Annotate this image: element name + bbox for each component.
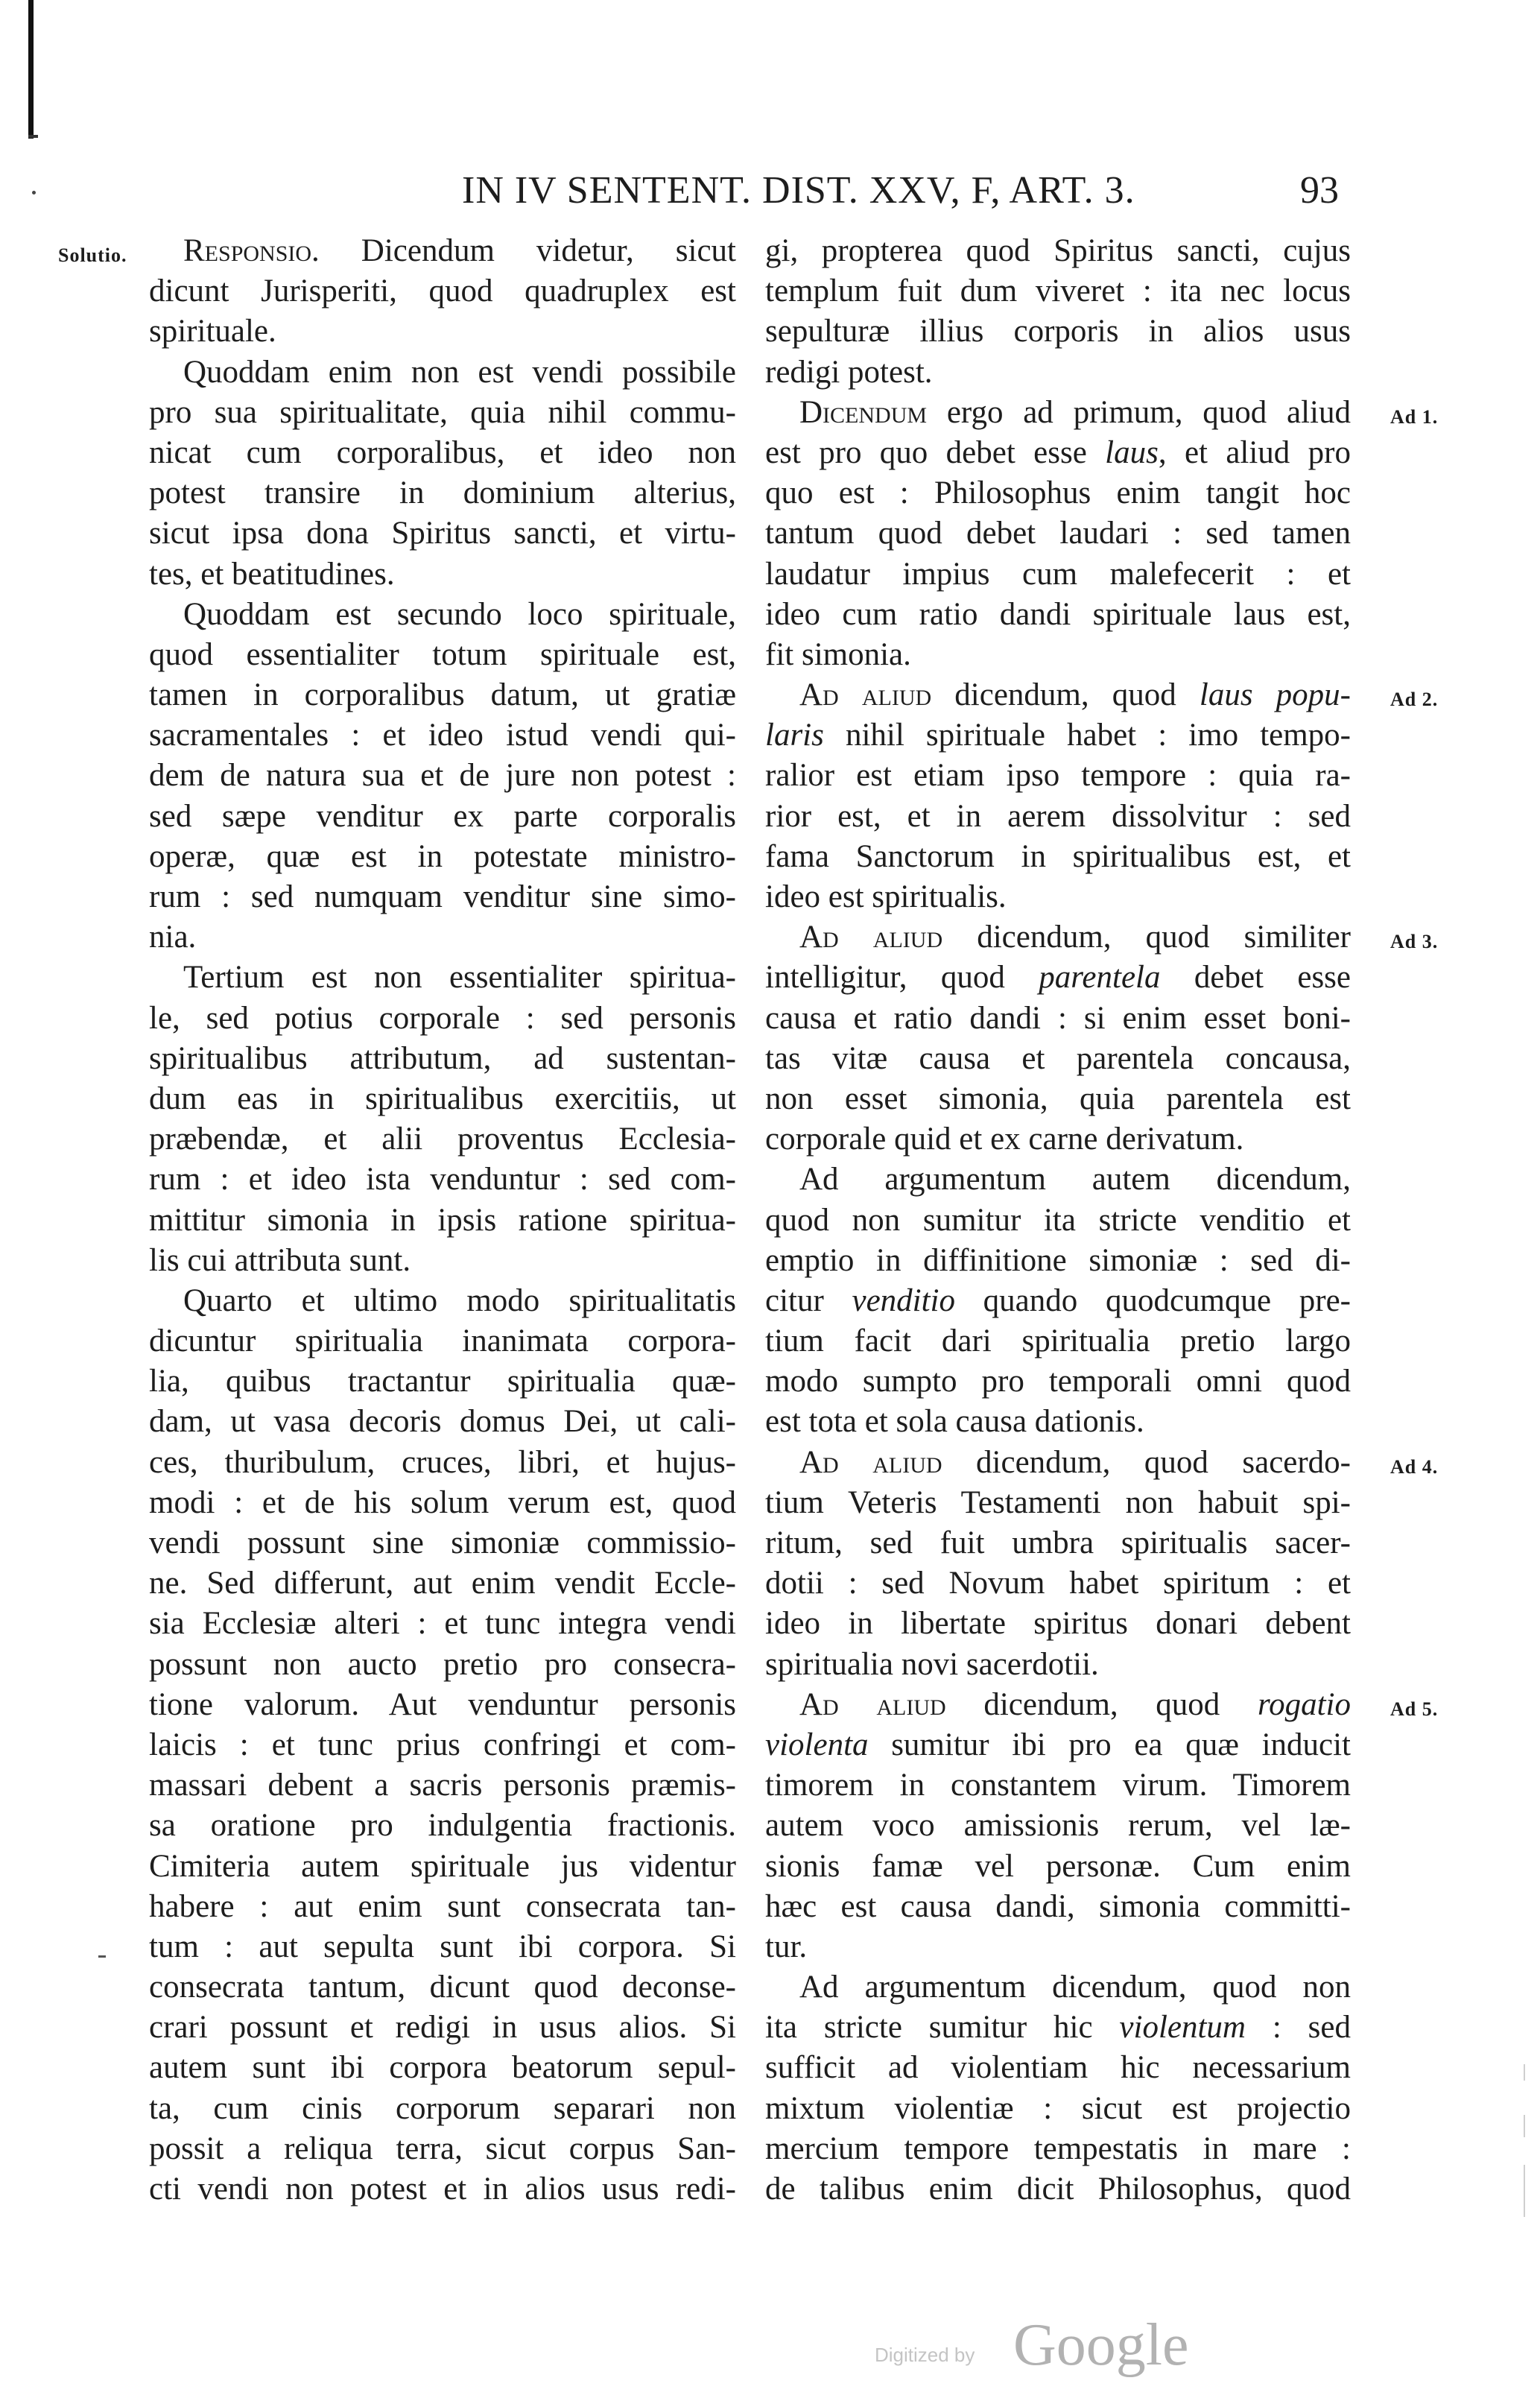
text-line bbox=[149, 1402, 736, 1442]
text-line bbox=[58, 231, 736, 271]
text-run: autem sunt ibi corpora beatorum sepul- bbox=[149, 2050, 736, 2086]
text-run: ces, thuribulum, cruces, libri, et hujus- bbox=[149, 1444, 736, 1480]
text-run: Quoddam est secundo loco spirituale, bbox=[183, 596, 736, 632]
text-run: nihil spirituale habet : imo tempo- bbox=[823, 718, 1351, 753]
text-run: quod essentialiter totum spirituale est, bbox=[149, 636, 736, 672]
text-line bbox=[765, 311, 1351, 352]
text-run: dum eas in spiritualibus exercitiis, ut bbox=[149, 1081, 736, 1116]
text-line bbox=[765, 715, 1351, 756]
text-line bbox=[149, 1765, 736, 1806]
text-line bbox=[765, 2129, 1351, 2169]
text-line bbox=[149, 473, 736, 513]
text-line bbox=[765, 2048, 1351, 2088]
text-run: dam, ut vasa decoris domus Dei, ut cali- bbox=[149, 1404, 736, 1440]
small-caps-text: Ad aliud bbox=[799, 1686, 946, 1722]
text-run: tione valorum. Aut venduntur personis bbox=[149, 1686, 736, 1722]
margin-note: Ad 1. bbox=[1390, 405, 1439, 428]
text-line bbox=[765, 675, 1439, 715]
text-line bbox=[765, 756, 1351, 796]
text-run: dem de natura sua et de jure non potest : bbox=[149, 758, 736, 794]
italic-text: rogatio bbox=[1257, 1686, 1351, 1722]
text-line bbox=[765, 999, 1351, 1039]
text-line bbox=[149, 837, 736, 877]
text-line bbox=[149, 917, 736, 958]
text-line bbox=[149, 877, 736, 917]
text-line bbox=[765, 554, 1351, 595]
text-line bbox=[765, 513, 1351, 554]
italic-text: laus popu- bbox=[1199, 677, 1352, 713]
text-run: ideo cum ratio dandi spirituale laus est, bbox=[765, 596, 1351, 632]
text-run: massari debent a sacris personis præmis- bbox=[149, 1768, 736, 1803]
text-run: Dicendum videtur, sicut bbox=[319, 233, 736, 268]
text-run: tur. bbox=[765, 1929, 808, 1964]
text-line bbox=[149, 271, 736, 311]
text-run: sumitur ibi pro ea quæ inducit bbox=[868, 1727, 1351, 1762]
text-run: pro sua spiritualitate, quia nihil commu- bbox=[149, 394, 736, 430]
text-line bbox=[765, 271, 1351, 311]
margin-note: Ad 5. bbox=[1390, 1698, 1439, 1720]
scan-edge-mark bbox=[1524, 2165, 1525, 2217]
text-run: tum : aut sepulta sunt ibi corpora. Si bbox=[149, 1929, 736, 1964]
text-run: tium Veteris Testamenti non habuit spi- bbox=[765, 1484, 1351, 1520]
text-line bbox=[765, 797, 1351, 837]
scan-margin-tick bbox=[28, 135, 38, 138]
scan-margin-dash bbox=[98, 1955, 106, 1958]
text-line bbox=[149, 756, 736, 796]
text-run: sepulturæ illius corporis in alios usus bbox=[765, 314, 1351, 349]
text-run: Quoddam enim non est vendi possibile bbox=[183, 354, 736, 390]
scan-margin-bar bbox=[28, 0, 34, 139]
text-line bbox=[149, 1927, 736, 1967]
text-run: emptio in diffinitione simoniæ : sed di- bbox=[765, 1242, 1351, 1278]
text-line bbox=[149, 513, 736, 554]
text-run: cti vendi non potest et in alios usus redi- bbox=[149, 2171, 736, 2207]
text-line bbox=[765, 1967, 1351, 2008]
right-column bbox=[765, 231, 1439, 2210]
text-line bbox=[149, 2089, 736, 2129]
text-run: ralior est etiam ipso tempore : quia ra- bbox=[765, 758, 1351, 794]
text-run: ideo in libertate spiritus donari debent bbox=[765, 1606, 1351, 1642]
text-run: : sed bbox=[1246, 2010, 1351, 2046]
text-run: tes, et beatitudines. bbox=[149, 556, 395, 592]
text-line bbox=[149, 1483, 736, 1523]
text-run: ita stricte sumitur hic bbox=[765, 2010, 1120, 2046]
text-run: dicendum, quod bbox=[945, 1686, 1258, 1722]
text-run: autem voco amissionis rerum, vel læ- bbox=[765, 1808, 1351, 1844]
text-line bbox=[149, 2129, 736, 2169]
text-line bbox=[765, 1241, 1351, 1281]
text-line bbox=[765, 1765, 1351, 1806]
text-line bbox=[149, 715, 736, 756]
italic-text: violentum bbox=[1119, 2010, 1246, 2046]
digitized-by-label: Digitized by bbox=[875, 2344, 975, 2366]
text-line bbox=[765, 1160, 1351, 1200]
text-run: tas vitæ causa et parentela concausa, bbox=[765, 1040, 1351, 1076]
running-title: IN IV SENTENT. DIST. XXV, F, ART. 3. bbox=[462, 169, 1135, 212]
text-run: fama Sanctorum in spiritualibus est, et bbox=[765, 838, 1351, 874]
text-run: possit a reliqua terra, sicut corpus San- bbox=[149, 2131, 736, 2166]
text-run: lia, quibus tractantur spiritualia quæ- bbox=[149, 1364, 736, 1399]
text-line bbox=[149, 1241, 736, 1281]
text-run: , et aliud pro bbox=[1158, 434, 1351, 470]
text-run: le, sed potius corporale : sed personis bbox=[149, 1000, 736, 1036]
text-run: ergo ad primum, quod aliud bbox=[927, 394, 1351, 430]
text-line bbox=[765, 1483, 1351, 1523]
text-run: quando quodcumque pre- bbox=[955, 1282, 1351, 1318]
italic-text: laris bbox=[765, 718, 824, 753]
text-line bbox=[149, 352, 736, 393]
text-line bbox=[149, 393, 736, 433]
small-caps-text: Ad aliud bbox=[799, 677, 932, 713]
text-run: modo sumpto pro temporali omni quod bbox=[765, 1364, 1351, 1399]
text-run: laudatur impius cum malefecerit : et bbox=[765, 556, 1351, 592]
text-line bbox=[765, 958, 1351, 998]
text-run: dicuntur spiritualia inanimata corpora- bbox=[149, 1323, 736, 1359]
text-line bbox=[149, 1887, 736, 1927]
text-line bbox=[149, 1119, 736, 1160]
text-run: rior est, et in aerem dissolvitur : sed bbox=[765, 798, 1351, 834]
text-line bbox=[765, 2008, 1351, 2048]
text-line bbox=[765, 1079, 1351, 1119]
text-run: operæ, quæ est in potestate ministro- bbox=[149, 838, 736, 874]
text-line bbox=[149, 554, 736, 595]
text-line bbox=[149, 797, 736, 837]
text-line bbox=[765, 1039, 1351, 1079]
small-caps-text: Dicendum bbox=[799, 394, 928, 430]
text-run: laicis : et tunc prius confringi et com- bbox=[149, 1727, 736, 1762]
text-run: spirituale. bbox=[149, 314, 276, 349]
text-run: debet esse bbox=[1160, 960, 1351, 996]
text-line bbox=[765, 917, 1439, 958]
text-run: dotii : sed Novum habet spiritum : et bbox=[765, 1566, 1351, 1601]
text-run: dicendum, quod bbox=[931, 677, 1200, 713]
text-run: quo est : Philosophus enim tangit hoc bbox=[765, 475, 1351, 511]
text-line bbox=[149, 1685, 736, 1725]
text-run: sufficit ad violentiam hic necessarium bbox=[765, 2050, 1351, 2086]
text-line bbox=[149, 1361, 736, 1402]
text-line bbox=[765, 1725, 1351, 1765]
text-line bbox=[765, 1604, 1351, 1644]
text-line bbox=[149, 2169, 736, 2210]
text-run: vendi possunt sine simoniæ commissio- bbox=[149, 1525, 736, 1560]
text-run: sia Ecclesiæ alteri : et tunc integra vendi bbox=[149, 1606, 736, 1642]
text-line bbox=[765, 877, 1351, 917]
text-run: Ad argumentum autem dicendum, bbox=[799, 1162, 1351, 1198]
text-run: sa oratione pro indulgentia fractionis. bbox=[149, 1808, 736, 1844]
text-run: causa et ratio dandi : si enim esset boni- bbox=[765, 1000, 1351, 1036]
text-line bbox=[765, 1443, 1439, 1483]
text-line bbox=[149, 958, 736, 998]
text-run: fit simonia. bbox=[765, 636, 911, 672]
text-run: citur bbox=[765, 1282, 852, 1318]
text-line bbox=[149, 1443, 736, 1483]
text-line bbox=[149, 1967, 736, 2008]
text-run: mercium tempore tempestatis in mare : bbox=[765, 2131, 1351, 2166]
text-run: præbendæ, et alii proventus Ecclesia- bbox=[149, 1122, 736, 1157]
text-run: lis cui attributa sunt. bbox=[149, 1242, 411, 1278]
margin-note: Ad 2. bbox=[1390, 689, 1439, 711]
text-line bbox=[765, 635, 1351, 675]
text-run: nia. bbox=[149, 920, 197, 955]
text-line bbox=[765, 1281, 1351, 1321]
small-caps-text: Ad aliud bbox=[799, 1444, 942, 1480]
text-run: est tota et sola causa dationis. bbox=[765, 1404, 1144, 1440]
margin-note: Ad 3. bbox=[1390, 931, 1439, 953]
text-run: Tertium est non essentialiter spiritua- bbox=[183, 960, 736, 996]
text-run: rum : sed numquam venditur sine simo- bbox=[149, 879, 736, 914]
text-run: ta, cum cinis corporum separari non bbox=[149, 2090, 736, 2126]
text-run: est pro quo debet esse bbox=[765, 434, 1106, 470]
text-line bbox=[765, 231, 1351, 271]
text-line bbox=[765, 1887, 1351, 1927]
text-line bbox=[765, 393, 1439, 433]
text-line bbox=[765, 1685, 1439, 1725]
text-run: sed sæpe venditur ex parte corporalis bbox=[149, 798, 736, 834]
text-run: Cimiteria autem spirituale jus videntur bbox=[149, 1848, 736, 1884]
text-line bbox=[765, 433, 1351, 473]
text-run: dicunt Jurisperiti, quod quadruplex est bbox=[149, 273, 736, 309]
text-run: de talibus enim dicit Philosophus, quod bbox=[765, 2171, 1351, 2207]
text-run: redigi potest. bbox=[765, 354, 933, 390]
text-run: spiritualibus attributum, ad sustentan- bbox=[149, 1040, 736, 1076]
text-line bbox=[765, 1645, 1351, 1685]
text-line bbox=[765, 1402, 1351, 1442]
text-line bbox=[149, 311, 736, 352]
text-run: sionis famæ vel personæ. Cum enim bbox=[765, 1848, 1351, 1884]
text-run: tamen in corporalibus datum, ut gratiæ bbox=[149, 677, 736, 713]
small-caps-text: Responsio. bbox=[183, 233, 320, 268]
left-column bbox=[58, 231, 736, 2210]
text-run: dicendum, quod sacerdo- bbox=[942, 1444, 1352, 1480]
text-line bbox=[149, 1039, 736, 1079]
text-run: modi : et de his solum verum est, quod bbox=[149, 1484, 736, 1520]
text-line bbox=[149, 999, 736, 1039]
text-line bbox=[149, 1201, 736, 1241]
text-run: potest transire in dominium alterius, bbox=[149, 475, 736, 511]
italic-text: violenta bbox=[765, 1727, 869, 1762]
small-caps-text: Ad aliud bbox=[799, 920, 943, 955]
text-run: quod non sumitur ita stricte venditio et bbox=[765, 1202, 1351, 1238]
scan-edge-mark bbox=[1524, 2064, 1525, 2081]
text-line bbox=[765, 473, 1351, 513]
text-line bbox=[765, 1119, 1351, 1160]
text-run: non esset simonia, quia parentela est bbox=[765, 1081, 1351, 1116]
text-run: gi, propterea quod Spiritus sancti, cujus bbox=[765, 233, 1351, 268]
italic-text: venditio bbox=[852, 1282, 955, 1318]
text-line bbox=[765, 595, 1351, 635]
text-run: mittitur simonia in ipsis ratione spiritua- bbox=[149, 1202, 736, 1238]
italic-text: laus bbox=[1105, 434, 1159, 470]
text-line bbox=[149, 1604, 736, 1644]
text-run: nicat cum corporalibus, et ideo non bbox=[149, 434, 736, 470]
text-line bbox=[765, 1321, 1351, 1361]
text-run: consecrata tantum, dicunt quod deconse- bbox=[149, 1970, 736, 2005]
text-line bbox=[149, 675, 736, 715]
page-number: 93 bbox=[1300, 169, 1339, 212]
text-line bbox=[765, 1927, 1351, 1967]
text-run: possunt non aucto pretio pro consecra- bbox=[149, 1646, 736, 1682]
text-run: crari possunt et redigi in usus alios. Si bbox=[149, 2010, 736, 2046]
text-line bbox=[765, 1847, 1351, 1887]
text-line bbox=[149, 2008, 736, 2048]
text-line bbox=[149, 1563, 736, 1604]
scan-edge-mark bbox=[1524, 2115, 1525, 2137]
margin-note: Solutio. bbox=[58, 244, 127, 266]
text-run: templum fuit dum viveret : ita nec locus bbox=[765, 273, 1351, 309]
text-run: spiritualia novi sacerdotii. bbox=[765, 1646, 1099, 1682]
text-run: Quarto et ultimo modo spiritualitatis bbox=[183, 1282, 736, 1318]
text-line bbox=[149, 1645, 736, 1685]
scan-margin-dot bbox=[32, 191, 36, 194]
text-run: tantum quod debet laudari : sed tamen bbox=[765, 516, 1351, 551]
text-run: tium facit dari spiritualia pretio largo bbox=[765, 1323, 1351, 1359]
text-run: ideo est spiritualis. bbox=[765, 879, 1007, 914]
text-run: dicendum, quod similiter bbox=[942, 920, 1352, 955]
text-line bbox=[149, 1160, 736, 1200]
text-run: Ad argumentum dicendum, quod non bbox=[799, 1970, 1351, 2005]
text-run: mixtum violentiæ : sicut est projectio bbox=[765, 2090, 1351, 2126]
text-run: timorem in constantem virum. Timorem bbox=[765, 1768, 1351, 1803]
text-line bbox=[765, 1361, 1351, 1402]
text-line bbox=[765, 1806, 1351, 1846]
text-run: hæc est causa dandi, simonia committi- bbox=[765, 1888, 1351, 1924]
text-run: ne. Sed differunt, aut enim vendit Eccle- bbox=[149, 1566, 736, 1601]
text-line bbox=[149, 1847, 736, 1887]
google-logo: Google bbox=[1013, 2312, 1189, 2378]
text-line bbox=[765, 1201, 1351, 1241]
margin-note: Ad 4. bbox=[1390, 1455, 1439, 1478]
italic-text: parentela bbox=[1039, 960, 1161, 996]
text-run: corporale quid et ex carne derivatum. bbox=[765, 1122, 1244, 1157]
text-line bbox=[149, 1523, 736, 1563]
text-line bbox=[149, 1725, 736, 1765]
text-line bbox=[149, 1079, 736, 1119]
text-run: sicut ipsa dona Spiritus sancti, et virtu- bbox=[149, 516, 736, 551]
text-line bbox=[149, 1281, 736, 1321]
text-line bbox=[765, 1523, 1351, 1563]
text-run: ritum, sed fuit umbra spiritualis sacer- bbox=[765, 1525, 1351, 1560]
text-line bbox=[765, 2169, 1351, 2210]
text-line bbox=[149, 1806, 736, 1846]
text-line bbox=[149, 433, 736, 473]
text-line bbox=[149, 595, 736, 635]
text-line bbox=[765, 352, 1351, 393]
text-line bbox=[149, 635, 736, 675]
text-run: sacramentales : et ideo istud vendi qui- bbox=[149, 718, 736, 753]
text-run: rum : et ideo ista venduntur : sed com- bbox=[149, 1162, 736, 1198]
text-run: habere : aut enim sunt consecrata tan- bbox=[149, 1888, 736, 1924]
text-line bbox=[765, 1563, 1351, 1604]
text-line bbox=[765, 2089, 1351, 2129]
text-line bbox=[149, 1321, 736, 1361]
text-line bbox=[149, 2048, 736, 2088]
text-line bbox=[765, 837, 1351, 877]
text-run: intelligitur, quod bbox=[765, 960, 1039, 996]
